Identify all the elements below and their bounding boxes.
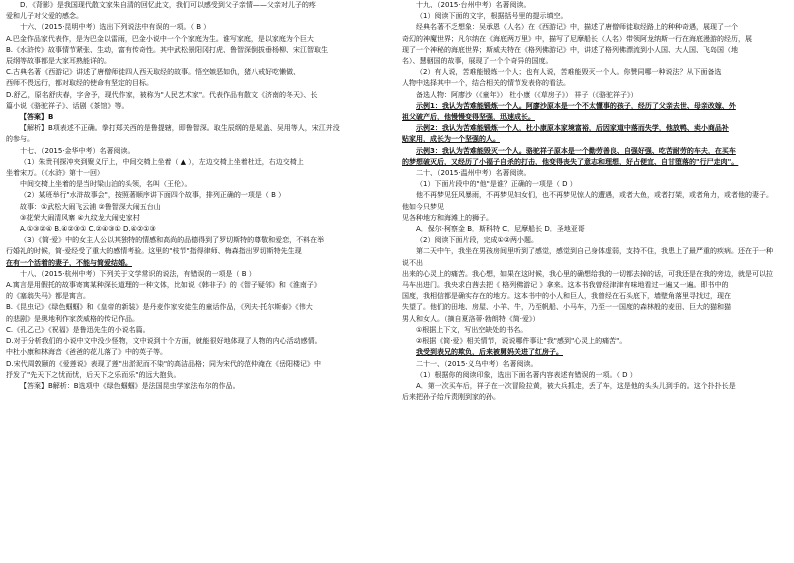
answer-line: 我受到表兄的欺负，后来被舅妈关进了红房子。 xyxy=(416,348,563,357)
question-heading: 二十一、（2015·义乌中考）名著阅读。 xyxy=(416,359,538,368)
text-line: D.舒乙，原名舒庆春，字舍予，现代作家，被称为"人民艺术家"。代表作品有散文《济南的冬天》、长 xyxy=(6,90,318,99)
text-line: 篇小说《骆驼祥子》、话剧《茶馆》等。 xyxy=(6,101,129,110)
text-line: （1）根据你的阅读印象，选出下面名著内容表述有错误的一项。（ D ） xyxy=(416,370,637,379)
text-line: D.对于分析我们的小说中文中没少怪物，文中说到十个方面，就能很好地体现了人物的内心活动感情。 xyxy=(6,337,322,346)
left-column xyxy=(6,0,378,392)
example-line: 贴家用，成长为一个坚强的人。 xyxy=(402,135,500,144)
text-line: 人物中选择其中一个，结合相关的情节发表你的看法。 xyxy=(402,79,570,88)
text-line: C.《孔乙己》《祝福》是鲁迅先生的小说名篇。 xyxy=(6,325,150,334)
text-line: C.古典名著《西游记》讲述了唐僧师徒四人西天取经的故事。悟空嫉恶如仇，猪八戒好吃懒做、 xyxy=(6,68,301,77)
question-heading: 二十、（2015·温州中考）名著阅读。 xyxy=(416,169,531,178)
text-line: 的《塞翁失马》都是寓言。 xyxy=(6,292,90,301)
text-line: 中间交椅上坐着的是当时梁山泊的头领，名叫（王伦）。 xyxy=(20,180,192,189)
question-heading: 十七、（2015·金华中考）名著阅读。 xyxy=(20,146,135,155)
example-line: 示例1：我认为苦难能锻炼一个人。阿廖沙原本是一个不太懂事的孩子，经历了父亲去世、母亲改嫁、外 xyxy=(416,101,736,110)
text-line: 备选人物：阿廖沙（《童年》） 杜小康（《草房子》） 祥子（《骆驼祥子》） xyxy=(416,90,638,99)
text-line: 辰纲等故事都是大家耳熟能详的。 xyxy=(6,57,111,66)
text-line: D.宋代周敦颐的《爱莲说》表现了莲"出淤泥而不染"的高洁品格；同为宋代的范仲淹在《岳阳楼记》中 xyxy=(6,359,322,368)
text-line: 出来的心灵上的痛苦。我心想，如果在这时候，我心里的确想给我的一切都去掉的话，可我还是在我的旁边，就是可以拉 xyxy=(402,269,773,278)
text-line: 他不再梦见狂风暴雨，不再梦见妇女们，也不再梦见惊人的遭遇，或者大鱼，或者打架，或者角力，或者他的妻子。他如今只梦见 xyxy=(402,191,773,211)
text-line: （2）阅读下面片段，完成①②两小题。 xyxy=(416,236,539,245)
question-heading: 十八、（2015·杭州中考）下列关于文学常识的说法，有错误的一项是（ B ） xyxy=(20,269,256,278)
text-line: 经典名著不乏想象：吴承恩（人名）在《西游记》中，描述了唐僧师徒取经路上的种种奇遇，展现了一个 xyxy=(416,23,738,32)
text-line: （1）朱贵刊探冲夹到聚义厅上，中间交椅上坐着（ ▲ ），左边交椅上坐着杜迁，右边交椅上 xyxy=(20,157,304,166)
question-heading: 十九、（2015·台州中考）名著阅读。 xyxy=(416,1,531,9)
analysis-line: 【解析】B项表述不正确。拳打郑关西的是鲁提辖，即鲁智深。取生辰纲的是晁盖、吴用等人，宋江并没 xyxy=(20,124,340,133)
text-line: （3）《简·爱》中的女主人公以其独特的情感和高尚的品德得到了罗切斯特的尊敬和爱恋，不料在举 xyxy=(20,236,325,245)
options-line: A．保尔·柯察金 B．斯科特 C．尼摩船长 D．圣地亚哥 xyxy=(416,225,585,234)
text-line: B.《昆虫记》《绿色蝈蝈》和《皇帝的新装》是丹麦作家安徒生的童话作品，《列夫·托尔斯泰》《伟大 xyxy=(6,303,313,312)
text-line: ③花荣大闹清风寨 ④九纹龙大闹史家村 xyxy=(20,213,140,222)
text-line: （1）阅读下面的文字，根据括号里的提示填空。 xyxy=(416,12,568,21)
answer-label: 【答案】B xyxy=(20,113,54,122)
options-line: A.①③②④ B.④②③① C.②④③① D.④②①③ xyxy=(20,225,156,234)
text-line: 现了一个神秘的海底世界；斯威夫特在《格列佛游记》中，讲述了格列佛漂流到小人国、大人国、飞岛国（地 xyxy=(402,45,738,54)
text-line: （2）有人说，苦难能锻炼一个人；也有人说，苦难能毁灭一个人。你赞同哪一种说法？从下面备选 xyxy=(416,68,722,77)
text-line: （1）下面片段中的"他"是谁？正确的一项是（ D ） xyxy=(416,180,577,189)
text-line: A.巴金作品家代表作，是为巴金以雷雨，巴金小说中一个个家庭为生。谁写家庭，是以家庭为个巨大 xyxy=(6,34,314,43)
text-line: 中杜小康和林海音《爸爸的花儿落了》中的英子等。 xyxy=(6,348,167,357)
text-line: 失望了。他们的田地、房屋、小羊、牛，乃至帆船、小马车，乃至一一国度的森林般的麦田、巨大的猫和猫 xyxy=(402,303,731,312)
text-line: 坐着宋万。（《水浒》第十一回） xyxy=(6,169,104,178)
text-line: 第二天中午，我坐在男孩房间里听到了感觉，感觉到自己身体虚弱，支持不住，我患上了最严重的疾病。还在于一种说不出 xyxy=(402,247,773,267)
text-line: ①根据上下文，写出空缺处的书名。 xyxy=(416,325,528,334)
text-line: A．第一次买车后，祥子在一次冒险拉黄，被大兵抓走，丢了车，这是他的头头儿到手的。这个扑扑长是 xyxy=(416,381,736,390)
text-line: 马车出进门。我央求白茜去把《 格列佛游记 》拿来。这本书我曾经津津有味地看过一遍又一遍。即书中的 xyxy=(402,281,729,290)
question-heading: 十六、（2015·昆明中考）选出下列说法中有误的一项。（ B ） xyxy=(20,23,211,32)
text-line: 的参与。 xyxy=(6,135,34,144)
text-line: 后来把孙子给斥责刚到家的孙。 xyxy=(402,393,500,402)
example-line: 示例2：我认为苦难能锻炼一个人，杜小康原本家境富裕，后因家道中落而失学，他放鸭、卖小商品补 xyxy=(416,124,729,133)
text-line: 抒发了"先天下之忧而忧，后天下之乐而乐"的远大抱负。 xyxy=(6,370,181,379)
text-line: 奇幻的神魔世界；凡尔纳在《海底两万里》中，描写了尼摩船长（人名）带领阿龙纳斯一行在海底漫游的经历，展 xyxy=(402,34,752,43)
example-line: 的梦想破灭后，又经历了小福子自杀的打击，他变得丧失了意志和理想，好占便宜、自甘堕落的"行尸走肉"。 xyxy=(402,157,739,166)
text-line: D．《背影》是我国现代散文家朱自清的回忆此文，我们可以感受到父子亲情——父亲对儿子的疼 xyxy=(20,1,316,9)
text-line: 行婚礼的时候，简·爱经受了重大的感情考验。这里的"枝节"指得律师、梅森指出罗切斯特先生现 xyxy=(6,247,302,256)
text-line: 爱和儿子对父爱的感念。 xyxy=(6,12,83,21)
right-column xyxy=(402,0,774,403)
text-line: 的悲剧》是奥地利作家茨威格的传记作品。 xyxy=(6,314,139,323)
text-line: B.《水浒传》故事情节紧张、生动，富有传奇性。其中武松景阳冈打虎、鲁智深倒拔垂杨柳、宋江智取生 xyxy=(6,45,329,54)
text-line: 西师不畏远行，都对取经的使命有坚定的目标。 xyxy=(6,79,153,88)
text-line: ②根据《简·爱》相关情节，说说哪件事让"我"感到"心灵上的痛苦"。 xyxy=(416,337,627,346)
text-line: （2）某班举行"水浒故事会"，按照著顺序讲下面四个故事，排列正确的一项是（ B ） xyxy=(20,191,286,200)
text-line: 男人和女人。（摘自夏洛蒂·勃朗特《简·爱》） xyxy=(402,314,540,323)
example-line: 示例3：我认为苦难能毁灭一个人。骆驼祥子原本是一个勤劳善良、自强好强、吃苦耐劳的车夫，在买车 xyxy=(416,146,736,155)
text-line: 名）、慧骃国的故事，展现了一个个奇异的国度。 xyxy=(402,57,553,66)
text-line: A.寓言是用假托的故事寄寓某种深长道理的一种文体，比如说《韩非子》的《智子疑邻》和《淮南子》 xyxy=(6,281,321,290)
answer-line: 在有一个活着的妻子，不能与简爱结婚。 xyxy=(6,258,132,267)
answer-line: 【答案】B解析：B选项中《绿色蝈蝈》是法国昆虫学家法布尔的作品。 xyxy=(20,381,240,390)
text-line: 故事：①武松大闹飞云浦 ②鲁智深大闹五台山 xyxy=(20,202,161,211)
text-line: 国度，我相信都是确实存在的地方。这本书中的小人和巨人，我曾经在石头底下，墙壁角落里寻找过，现在 xyxy=(402,292,731,301)
example-line: 祖父破产后，他慢慢变得坚强，迅速成长。 xyxy=(402,113,535,122)
text-line: 见各种地方和海滩上的狮子。 xyxy=(402,213,493,222)
